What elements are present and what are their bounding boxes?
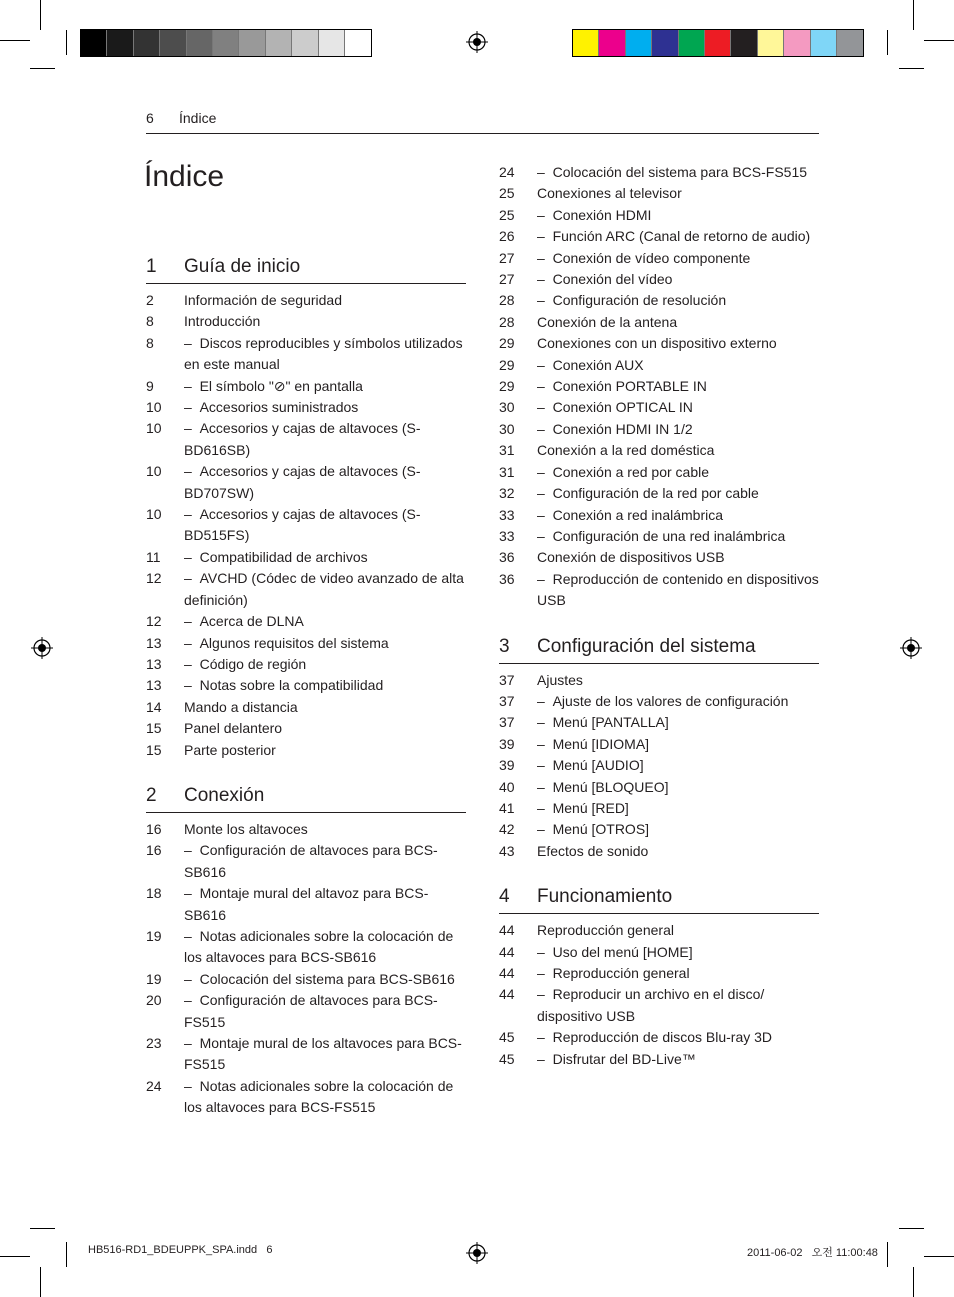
toc-subentry-text: – Uso del menú [HOME] <box>537 942 819 963</box>
toc-entry-page: 12 <box>146 613 162 630</box>
toc-entry <box>499 547 819 568</box>
color-swatch <box>160 30 186 56</box>
toc-entry-page: 28 <box>499 313 515 330</box>
toc-entry <box>499 419 819 440</box>
toc-entry-text: Mando a distancia <box>184 698 298 715</box>
toc-entry-text: Conexión de dispositivos USB <box>537 549 725 566</box>
toc-entry-page: 31 <box>499 463 515 480</box>
toc-entry <box>499 734 819 755</box>
toc-right-sections <box>499 636 819 1071</box>
toc-entry-page: 8 <box>146 313 154 330</box>
toc-entry <box>146 504 466 547</box>
toc-section-number: 2 <box>146 784 157 806</box>
crop-mark <box>887 30 888 55</box>
color-swatch <box>679 30 705 56</box>
toc-entry <box>499 312 819 333</box>
crop-mark <box>899 68 924 69</box>
color-swatch <box>784 30 810 56</box>
crop-mark <box>924 40 954 41</box>
toc-entry <box>499 376 819 397</box>
toc-subentry-text: – Accesorios suministrados <box>184 397 466 418</box>
toc-subentry-text: – Accesorios y cajas de altavoces (S-BD616SB) <box>184 418 466 461</box>
toc-entry <box>499 226 819 247</box>
toc-entry-page: 14 <box>146 698 162 715</box>
color-swatch <box>731 30 757 56</box>
toc-subentry-text: – Reproducción general <box>537 963 819 984</box>
toc-entry-page: 28 <box>499 292 515 309</box>
toc-subentry-text: – Notas adicionales sobre la colocación de los altavoces para BCS-FS515 <box>184 1076 466 1119</box>
toc-entry <box>499 841 819 862</box>
toc-subentry-text: – Reproducir un archivo en el disco/ dispositivo USB <box>537 984 819 1027</box>
toc-subentry-text: – Conexión OPTICAL IN <box>537 397 819 418</box>
toc-entry-page: 44 <box>499 943 515 960</box>
toc-entry-page: 29 <box>499 356 515 373</box>
toc-subentry-text: – Conexión HDMI IN 1/2 <box>537 419 819 440</box>
toc-entry-page: 23 <box>146 1035 162 1051</box>
toc-section-title: Guía de inicio <box>184 256 301 277</box>
toc-subentry-text: – El símbolo "⊘" en pantalla <box>184 376 466 397</box>
toc-entry <box>499 920 819 941</box>
toc-entry-page: 40 <box>499 778 515 795</box>
toc-right-column <box>499 162 819 1094</box>
toc-entry-text: Parte posterior <box>184 741 276 758</box>
color-swatch <box>319 30 345 56</box>
toc-subentry-text: – Menú [PANTALLA] <box>537 712 819 733</box>
color-swatch <box>107 30 133 56</box>
toc-entry-page: 33 <box>499 506 515 523</box>
toc-entry <box>499 569 819 612</box>
toc-entry-page: 37 <box>499 671 515 688</box>
toc-entry <box>146 611 466 632</box>
color-swatch <box>345 30 371 56</box>
toc-entry-page: 13 <box>146 655 162 672</box>
toc-entry <box>146 311 466 332</box>
toc-entry-page: 44 <box>499 965 515 981</box>
toc-subentry-text: – Menú [BLOQUEO] <box>537 777 819 798</box>
toc-entry-page: 15 <box>146 741 162 758</box>
toc-entry-text: Introducción <box>184 313 261 330</box>
toc-entry <box>146 840 466 883</box>
toc-entry-page: 44 <box>499 986 515 1003</box>
toc-subentry-text: – Reproducción de contenido en dispositivos USB <box>537 569 819 612</box>
toc-entry <box>146 654 466 675</box>
toc-entry <box>499 205 819 226</box>
toc-entry <box>499 526 819 547</box>
toc-entry <box>146 376 466 397</box>
toc-entry <box>146 633 466 654</box>
toc-entry <box>146 461 466 504</box>
toc-subentry-text: – Conexión de vídeo componente <box>537 248 819 269</box>
toc-subentry-text: – Conexión AUX <box>537 355 819 376</box>
toc-entry <box>499 333 819 354</box>
toc-subentry-text: – Compatibilidad de archivos <box>184 547 466 568</box>
crop-mark <box>899 1228 924 1229</box>
toc-entry <box>499 1027 819 1048</box>
color-swatch <box>758 30 784 56</box>
color-swatch <box>599 30 625 56</box>
toc-section-title: Configuración del sistema <box>537 635 756 657</box>
toc-entry-page: 25 <box>499 206 515 223</box>
toc-entry <box>499 1049 819 1070</box>
toc-entry-page: 11 <box>146 548 161 565</box>
toc-entry <box>146 883 466 926</box>
toc-section <box>146 785 466 1119</box>
toc-entry-page: 27 <box>499 271 515 288</box>
toc-entry <box>146 740 466 761</box>
toc-entry <box>499 755 819 776</box>
toc-entry-text: Conexiones al televisor <box>537 185 682 202</box>
toc-entry-page: 41 <box>499 799 515 816</box>
toc-entry-page: 36 <box>499 549 515 566</box>
toc-entry <box>146 1033 466 1076</box>
toc-entry-page: 31 <box>499 442 515 459</box>
toc-entry <box>499 798 819 819</box>
color-swatch <box>811 30 837 56</box>
toc-entry <box>499 440 819 461</box>
registration-mark-icon <box>466 31 488 53</box>
toc-section-heading <box>499 636 819 664</box>
toc-subentry-text: – Menú [IDIOMA] <box>537 734 819 755</box>
crop-mark <box>40 1267 41 1297</box>
registration-mark-icon <box>466 1242 488 1264</box>
toc-left-column <box>146 256 466 1143</box>
crop-mark <box>924 1256 954 1257</box>
toc-subentry-text: – Montaje mural de los altavoces para BCS-FS515 <box>184 1033 466 1076</box>
toc-entry <box>146 397 466 418</box>
toc-entry <box>146 568 466 611</box>
toc-entry-page: 10 <box>146 420 162 437</box>
toc-entry <box>499 505 819 526</box>
toc-subentry-text: – Código de región <box>184 654 466 675</box>
toc-entry-page: 16 <box>146 820 162 837</box>
toc-entry-page: 45 <box>499 1050 515 1067</box>
color-swatch <box>81 30 107 56</box>
toc-subentry-text: – Menú [RED] <box>537 798 819 819</box>
toc-entry <box>146 718 466 739</box>
toc-entry-page: 25 <box>499 185 515 202</box>
header-section-name: Índice <box>179 110 217 126</box>
toc-entry-page: 44 <box>499 922 515 939</box>
toc-entry <box>499 397 819 418</box>
toc-continuation <box>499 162 819 612</box>
toc-subentry-text: – Configuración de una red inalámbrica <box>537 526 819 547</box>
toc-subentry-text: – Ajuste de los valores de configuración <box>537 691 819 712</box>
toc-entry-text: Información de seguridad <box>184 292 342 308</box>
toc-subentry-text: – Accesorios y cajas de altavoces (S-BD515FS) <box>184 504 466 547</box>
crop-mark <box>913 1267 914 1297</box>
toc-entry <box>146 819 466 840</box>
toc-section-title: Funcionamiento <box>537 886 673 908</box>
toc-entry-page: 16 <box>146 842 162 859</box>
toc-entry <box>146 418 466 461</box>
toc-subentry-text: – Conexión a red inalámbrica <box>537 505 819 526</box>
toc-subentry-text: – Acerca de DLNA <box>184 611 466 632</box>
color-swatch <box>292 30 318 56</box>
crop-mark <box>66 1242 67 1267</box>
page-title: Índice <box>144 160 225 193</box>
toc-entry-page: 39 <box>499 757 515 774</box>
toc-entry-page: 10 <box>146 506 162 523</box>
toc-entry <box>146 990 466 1033</box>
toc-entry <box>146 675 466 696</box>
toc-entry-page: 13 <box>146 677 162 694</box>
toc-entry-text: Monte los altavoces <box>184 820 308 837</box>
header-rule <box>146 133 819 134</box>
crop-mark <box>887 1242 888 1267</box>
toc-entry-text: Conexiones con un dispositivo externo <box>537 335 777 352</box>
color-swatch <box>837 30 863 56</box>
toc-entry-page: 39 <box>499 735 515 752</box>
toc-entry-page: 45 <box>499 1029 515 1046</box>
toc-section-heading <box>146 785 466 813</box>
toc-entry <box>146 926 466 969</box>
toc-subentry-text: – Notas sobre la compatibilidad <box>184 675 466 696</box>
color-swatch <box>187 30 213 56</box>
color-swatch <box>239 30 265 56</box>
toc-entry-page: 30 <box>499 420 515 437</box>
toc-entry-text: Ajustes <box>537 671 583 688</box>
toc-subentry-text: – Menú [OTROS] <box>537 819 819 840</box>
toc-entry <box>499 819 819 840</box>
toc-entry-page: 20 <box>146 992 162 1009</box>
toc-entry <box>146 1076 466 1119</box>
toc-entry-page: 26 <box>499 228 515 245</box>
toc-entry <box>146 547 466 568</box>
toc-subentry-text: – AVCHD (Códec de video avanzado de alta definición) <box>184 568 466 611</box>
toc-entry-page: 32 <box>499 485 515 502</box>
toc-entry-page: 24 <box>499 164 515 180</box>
toc-entry <box>499 963 819 984</box>
toc-entry <box>499 691 819 712</box>
crop-mark <box>40 0 41 30</box>
toc-subentry-text: – Configuración de altavoces para BCS-SB616 <box>184 840 466 883</box>
toc-entry-page: 30 <box>499 399 515 416</box>
toc-entry <box>499 777 819 798</box>
toc-section-heading <box>499 886 819 914</box>
toc-entry <box>499 483 819 504</box>
color-swatch <box>213 30 239 56</box>
toc-entry-page: 29 <box>499 378 515 395</box>
toc-entry-page: 37 <box>499 714 515 731</box>
toc-subentry-text: – Configuración de la red por cable <box>537 483 819 504</box>
toc-entry-page: 42 <box>499 821 515 838</box>
color-swatch <box>573 30 599 56</box>
toc-entry <box>499 670 819 691</box>
toc-subentry-text: – Colocación del sistema para BCS-SB616 <box>184 969 466 990</box>
toc-entry-page: 9 <box>146 377 154 394</box>
toc-section-number: 4 <box>499 886 510 908</box>
registration-mark-icon <box>31 637 53 659</box>
toc-subentry-text: – Disfrutar del BD-Live™ <box>537 1049 819 1070</box>
process-color-bar <box>572 29 864 57</box>
toc-entry <box>499 183 819 204</box>
toc-entry <box>499 269 819 290</box>
footer-file-name: HB516-RD1_BDEUPPK_SPA.indd 6 <box>88 1244 273 1256</box>
toc-subentry-text: – Configuración de altavoces para BCS-FS515 <box>184 990 466 1033</box>
toc-section <box>499 636 819 863</box>
toc-entry-text: Conexión a la red doméstica <box>537 442 715 459</box>
toc-section-heading <box>146 256 466 284</box>
toc-entry-page: 8 <box>146 334 154 351</box>
toc-section-title: Conexión <box>184 784 265 806</box>
footer-timestamp: 2011-06-02 오전 11:00:48 <box>747 1247 878 1259</box>
toc-subentry-text: – Algunos requisitos del sistema <box>184 633 466 654</box>
toc-subentry-text: – Accesorios y cajas de altavoces (S-BD707SW) <box>184 461 466 504</box>
color-swatch <box>652 30 678 56</box>
toc-section <box>146 256 466 761</box>
toc-entry <box>499 712 819 733</box>
toc-subentry-text: – Configuración de resolución <box>537 290 819 311</box>
crop-mark <box>30 1228 55 1229</box>
toc-entry-page: 43 <box>499 842 515 859</box>
toc-entry-page: 24 <box>146 1077 162 1094</box>
toc-subentry-text: – Función ARC (Canal de retorno de audio) <box>537 226 819 247</box>
toc-entry-page: 36 <box>499 570 515 587</box>
toc-entry-page: 18 <box>146 885 162 902</box>
crop-mark <box>0 1256 30 1257</box>
toc-entry-page: 19 <box>146 927 162 944</box>
toc-entry <box>499 290 819 311</box>
toc-subentry-text: – Montaje mural del altavoz para BCS-SB616 <box>184 883 466 926</box>
toc-entry <box>499 355 819 376</box>
color-swatch <box>626 30 652 56</box>
toc-entry-page: 19 <box>146 970 162 987</box>
toc-entry-page: 13 <box>146 634 162 651</box>
toc-entry-page: 10 <box>146 463 162 480</box>
toc-entry <box>499 984 819 1027</box>
crop-mark <box>66 30 67 55</box>
toc-entry-text: Efectos de sonido <box>537 842 649 859</box>
toc-entry-page: 37 <box>499 692 515 709</box>
toc-entry <box>499 162 819 183</box>
toc-entry-text: Panel delantero <box>184 720 283 737</box>
toc-subentry-text: – Discos reproducibles y símbolos utilizados en este manual <box>184 333 466 376</box>
toc-entry-page: 12 <box>146 570 162 587</box>
toc-subentry-text: – Conexión del vídeo <box>537 269 819 290</box>
toc-entry-page: 15 <box>146 720 162 737</box>
toc-entry-text: Conexión de la antena <box>537 313 678 330</box>
color-swatch <box>266 30 292 56</box>
toc-subentry-text: – Colocación del sistema para BCS-FS515 <box>537 162 819 183</box>
toc-section <box>499 886 819 1070</box>
toc-entry <box>146 290 466 311</box>
toc-entry-page: 29 <box>499 335 515 352</box>
toc-subentry-text: – Conexión PORTABLE IN <box>537 376 819 397</box>
toc-entry-page: 10 <box>146 399 162 416</box>
toc-subentry-text: – Conexión HDMI <box>537 205 819 226</box>
color-swatch <box>705 30 731 56</box>
toc-entry <box>499 462 819 483</box>
toc-section-number: 1 <box>146 256 157 277</box>
crop-mark <box>0 40 30 41</box>
toc-entry-page: 33 <box>499 527 515 544</box>
crop-mark <box>913 0 914 30</box>
toc-subentry-text: – Notas adicionales sobre la colocación de los altavoces para BCS-SB616 <box>184 926 466 969</box>
toc-subentry-text: – Reproducción de discos Blu-ray 3D <box>537 1027 819 1048</box>
toc-subentry-text: – Conexión a red por cable <box>537 462 819 483</box>
toc-subentry-text: – Menú [AUDIO] <box>537 755 819 776</box>
color-swatch <box>134 30 160 56</box>
toc-entry <box>499 942 819 963</box>
grayscale-color-bar <box>80 29 372 57</box>
crop-mark <box>30 68 55 69</box>
header-page-number: 6 <box>146 110 154 126</box>
registration-mark-icon <box>900 637 922 659</box>
toc-entry-text: Reproducción general <box>537 922 674 939</box>
toc-entry <box>146 697 466 718</box>
toc-entry-page: 2 <box>146 292 154 308</box>
toc-entry <box>146 333 466 376</box>
toc-entry <box>499 248 819 269</box>
toc-section-number: 3 <box>499 635 510 657</box>
toc-entry-page: 27 <box>499 249 515 266</box>
toc-entry <box>146 969 466 990</box>
